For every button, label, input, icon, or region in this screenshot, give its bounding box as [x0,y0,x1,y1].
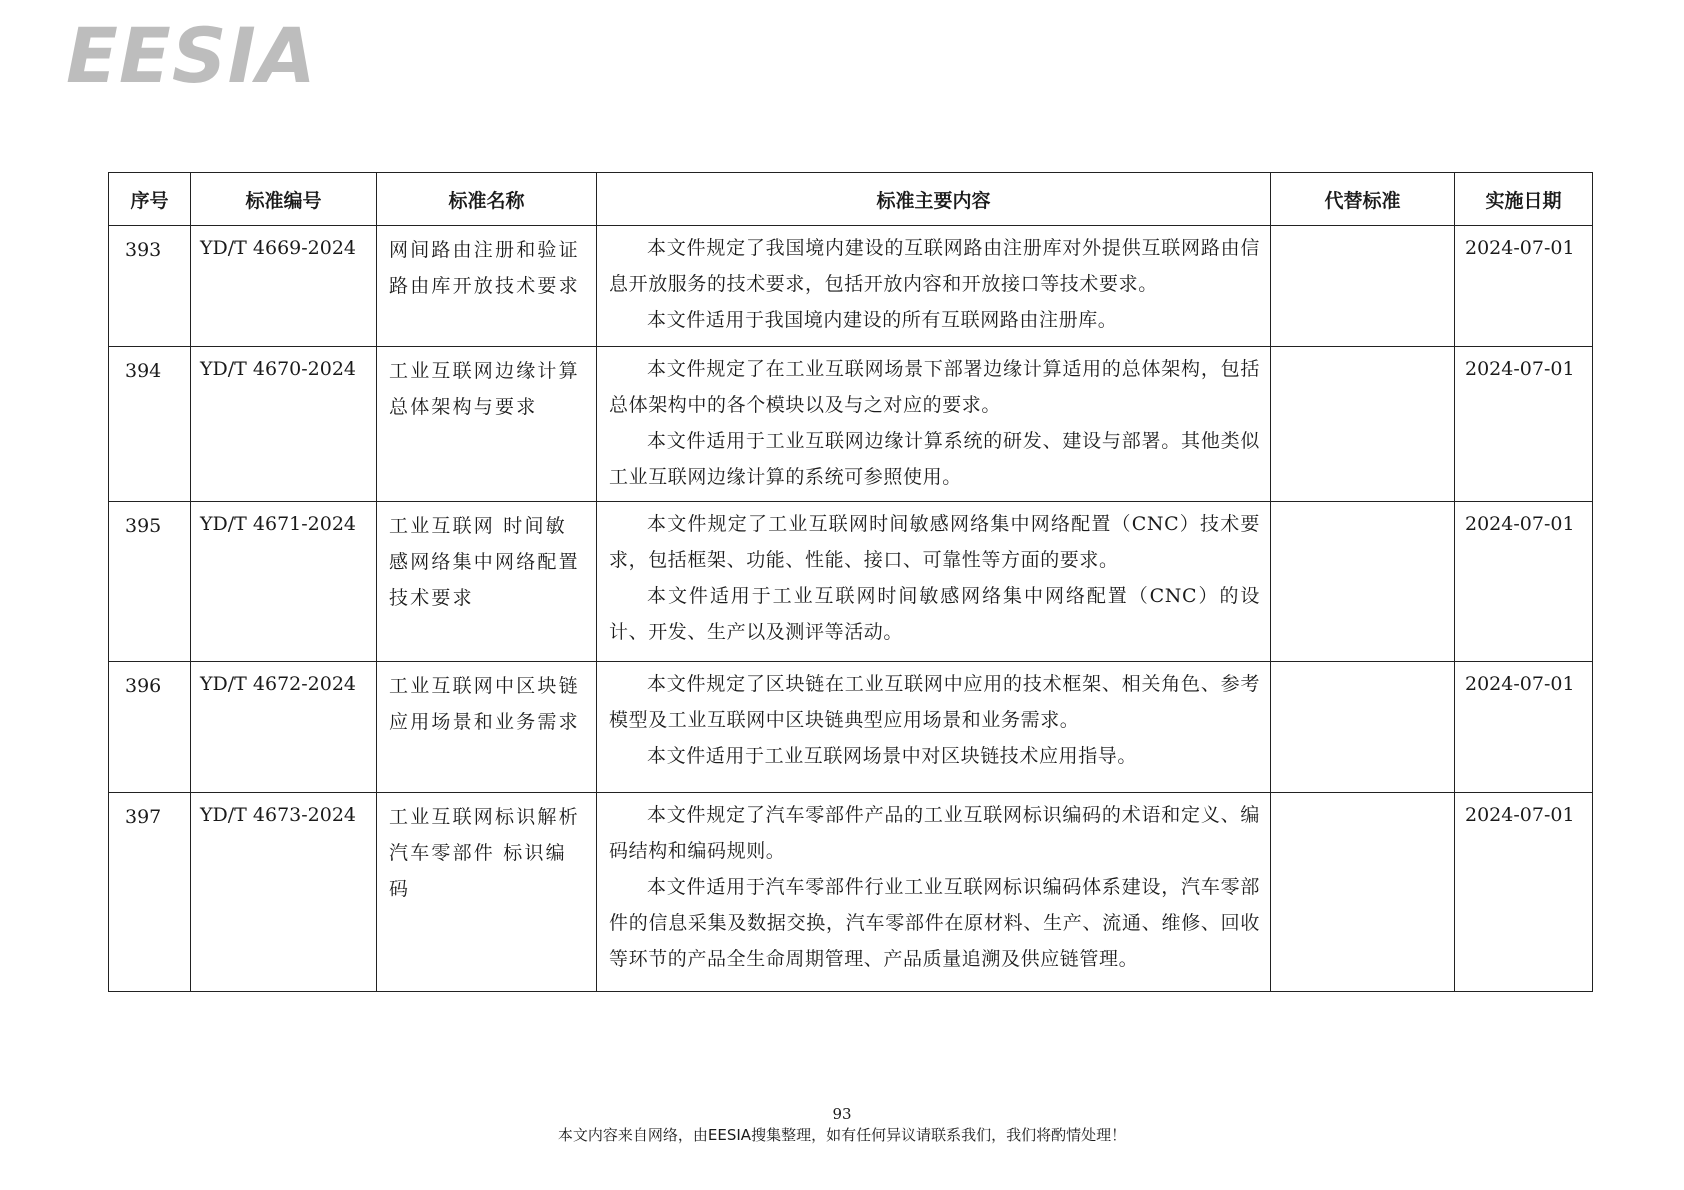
cell-code [191,502,377,662]
cell-replace [1271,793,1455,992]
cell-code [191,662,377,793]
content-paragraph: 本文件规定了工业互联网时间敏感网络集中网络配置（CNC）技术要求，包括框架、功能、性能、接口、可靠性等方面的要求。 [609,513,1260,571]
cell-date [1455,793,1593,992]
content-paragraph: 本文件适用于工业互联网场景中对区块链技术应用指导。 [647,745,1138,767]
table-row [109,226,1593,347]
cell-date [1455,347,1593,502]
row-number: 396 [125,675,162,697]
row-number: 397 [125,806,162,828]
content-paragraph: 本文件规定了在工业互联网场景下部署边缘计算适用的总体架构，包括总体架构中的各个模块以及与之对应的要求。 [609,358,1260,416]
effective-date: 2024-07-01 [1465,237,1575,259]
cell-name [377,502,597,662]
cell-content [597,226,1271,347]
standard-code: YD/T 4669-2024 [200,237,357,259]
eesia-logo: EESIA [66,11,317,100]
cell-date [1455,502,1593,662]
table-header-row [109,173,1593,226]
standard-code: YD/T 4671-2024 [200,513,357,535]
content-paragraph: 本文件规定了我国境内建设的互联网路由注册库对外提供互联网路由信息开放服务的技术要求，包括开放内容和开放接口等技术要求。 [609,237,1260,295]
standard-name: 工业互联网标识解析汽车零部件 标识编码 [389,806,580,900]
column-header-content: 标准主要内容 [597,173,1271,226]
table-row [109,662,1593,793]
cell-name [377,662,597,793]
content-paragraph: 本文件适用于工业互联网时间敏感网络集中网络配置（CNC）的设计、开发、生产以及测评等活动。 [609,585,1260,643]
cell-content [597,347,1271,502]
cell-date [1455,662,1593,793]
cell-code [191,793,377,992]
standard-name: 工业互联网中区块链应用场景和业务需求 [389,675,580,733]
effective-date: 2024-07-01 [1465,513,1575,535]
cell-code [191,347,377,502]
cell-name [377,226,597,347]
content-paragraph: 本文件适用于我国境内建设的所有互联网路由注册库。 [647,309,1118,331]
standard-name: 网间路由注册和验证路由库开放技术要求 [389,239,580,297]
cell-no [109,793,191,992]
row-number: 393 [125,239,162,261]
footer-disclaimer: 本文内容来自网络，由EESIA搜集整理，如有任何异议请联系我们，我们将酌情处理！ [557,1126,1127,1144]
column-header-code: 标准编号 [191,173,377,226]
column-header-date: 实施日期 [1455,173,1593,226]
cell-name [377,793,597,992]
column-header-replace: 代替标准 [1271,173,1455,226]
standard-code: YD/T 4673-2024 [200,804,357,826]
standard-name: 工业互联网 时间敏感网络集中网络配置技术要求 [389,515,580,609]
cell-content [597,793,1271,992]
content-paragraph: 本文件规定了区块链在工业互联网中应用的技术框架、相关角色、参考模型及工业互联网中区块链典型应用场景和业务需求。 [609,673,1260,731]
cell-no [109,502,191,662]
row-number: 394 [125,360,162,382]
page-number: 93 [832,1105,852,1123]
table-row [109,347,1593,502]
cell-no [109,226,191,347]
cell-name [377,347,597,502]
effective-date: 2024-07-01 [1465,673,1575,695]
effective-date: 2024-07-01 [1465,804,1575,826]
cell-date [1455,226,1593,347]
cell-replace [1271,347,1455,502]
cell-content [597,502,1271,662]
row-number: 395 [125,515,162,537]
standard-code: YD/T 4670-2024 [200,358,357,380]
cell-replace [1271,226,1455,347]
cell-replace [1271,662,1455,793]
content-paragraph: 本文件适用于汽车零部件行业工业互联网标识编码体系建设，汽车零部件的信息采集及数据交换，汽车零部件在原材料、生产、流通、维修、回收等环节的产品全生命周期管理、产品质量追溯及供应链管理。 [609,876,1260,970]
table-row [109,793,1593,992]
standard-code: YD/T 4672-2024 [200,673,357,695]
cell-replace [1271,502,1455,662]
standard-name: 工业互联网边缘计算总体架构与要求 [389,360,580,418]
standards-table [108,172,1593,992]
cell-code [191,226,377,347]
content-paragraph: 本文件适用于工业互联网边缘计算系统的研发、建设与部署。其他类似工业互联网边缘计算的系统可参照使用。 [609,430,1260,488]
column-header-no: 序号 [109,173,191,226]
table-row [109,502,1593,662]
cell-no [109,347,191,502]
cell-no [109,662,191,793]
cell-content [597,662,1271,793]
effective-date: 2024-07-01 [1465,358,1575,380]
content-paragraph: 本文件规定了汽车零部件产品的工业互联网标识编码的术语和定义、编码结构和编码规则。 [609,804,1260,862]
column-header-name: 标准名称 [377,173,597,226]
